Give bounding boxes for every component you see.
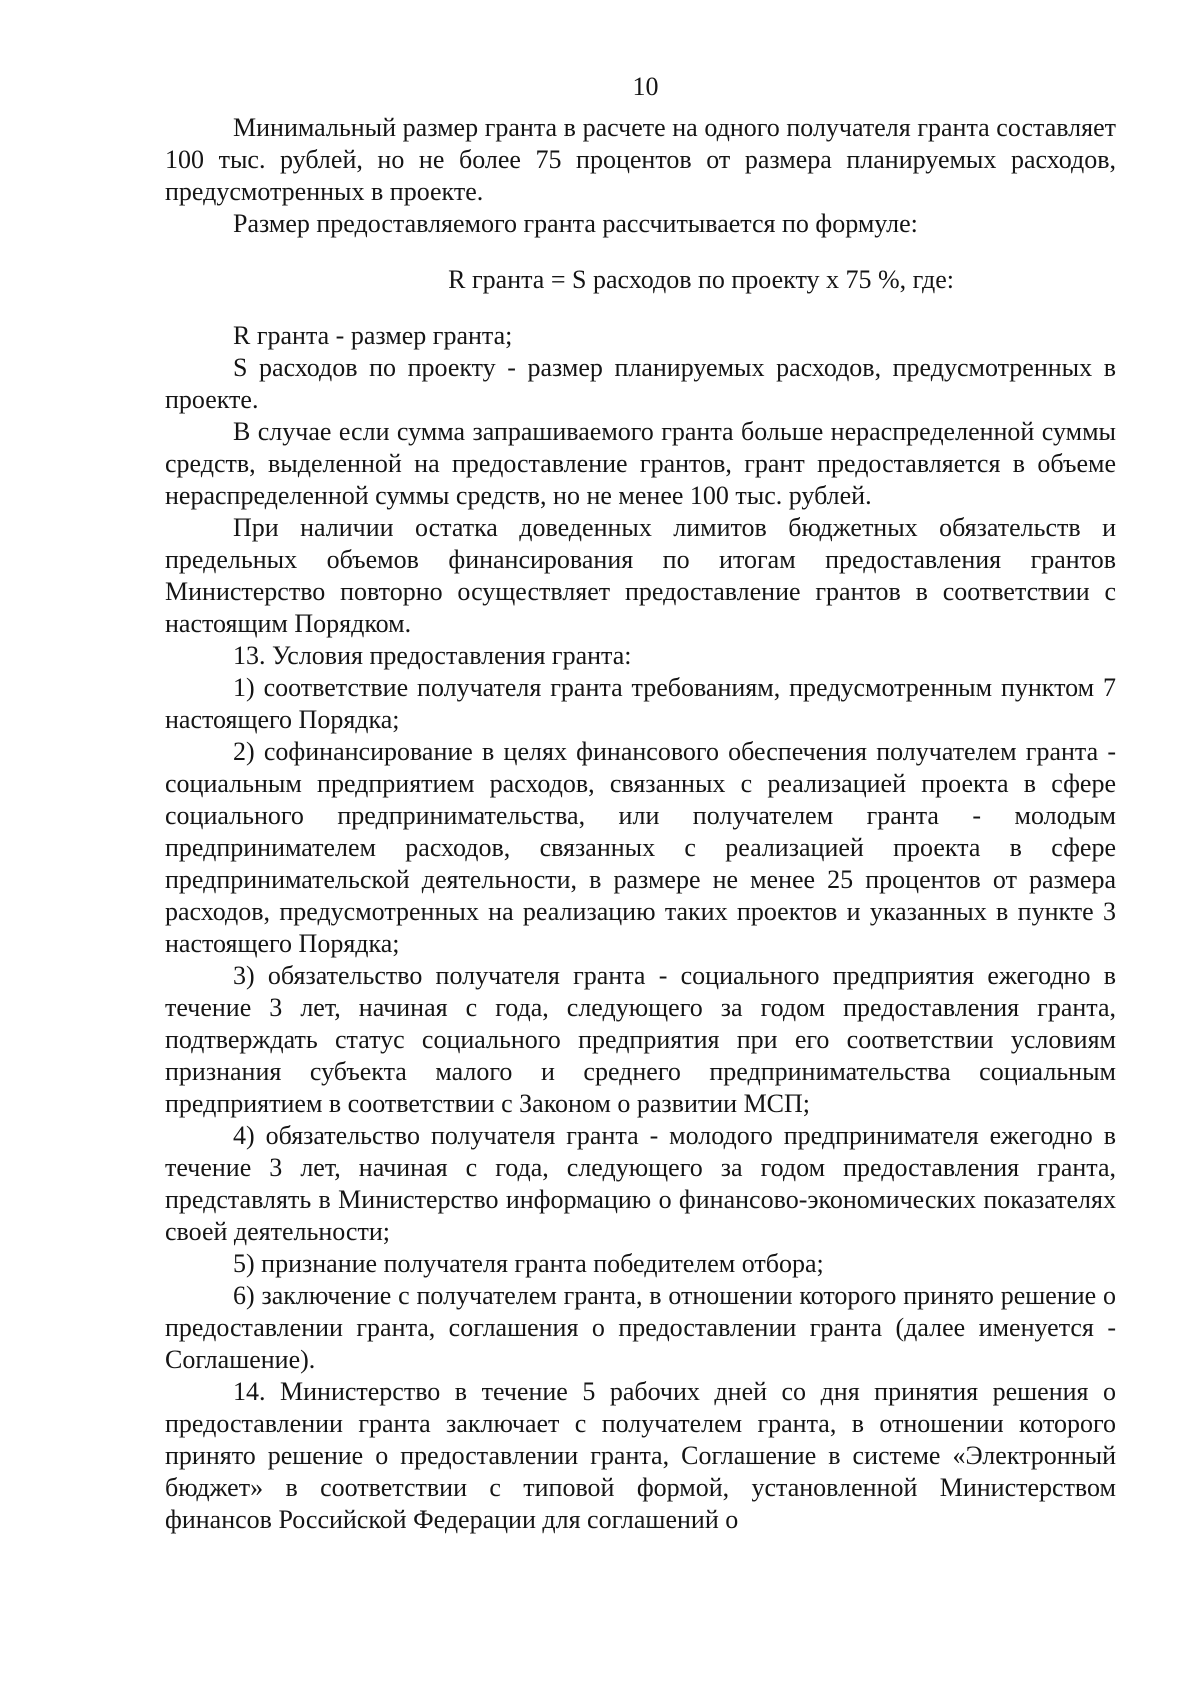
paragraph-formula-intro: Размер предоставляемого гранта рассчитывается по формуле: — [233, 209, 918, 238]
condition-2: 2) софинансирование в целях финансового обеспечения получателем гранта - социальным предприятием расходов, связанных с реализацией проекта в сфере социального предпринимательства, или получателем гранта - молодым предпринимателем расходов, связанных с реализацией проекта в сфере предпринимательской деятельности, в размере не менее 25 процентов от размера расходов, предусмотренных на реализацию таких проектов и указанных в пункте 3 настоящего Порядка; — [165, 737, 1116, 958]
section-14-paragraph: 14. Министерство в течение 5 рабочих дней со дня принятия решения о предоставлении гранта заключает с получателем гранта, в отношении которого принято решение о предоставлении гранта, Соглашение в системе «Электронный бюджет» в соответствии с типовой формой, установленной Министерством финансов Российской Федерации для соглашений о — [165, 1377, 1116, 1534]
condition-6: 6) заключение с получателем гранта, в отношении которого принято решение о предоставлении гранта, соглашения о предоставлении гранта (далее именуется - Соглашение). — [165, 1281, 1116, 1374]
condition-1: 1) соответствие получателя гранта требованиям, предусмотренным пунктом 7 настоящего Порядка; — [165, 673, 1116, 734]
condition-4: 4) обязательство получателя гранта - молодого предпринимателя ежегодно в течение 3 лет, начиная с года, следующего за годом предоставления гранта, представлять в Министерство информацию о финансово-экономических показателях своей деятельности; — [165, 1121, 1116, 1246]
paragraph-undistributed-amount: В случае если сумма запрашиваемого гранта больше нераспределенной суммы средств, выделенной на предоставление грантов, грант предоставляется в объеме нераспределенной суммы средств, но не менее 100 тыс. рублей. — [165, 417, 1116, 510]
condition-3: 3) обязательство получателя гранта - социального предприятия ежегодно в течение 3 лет, начиная с года, следующего за годом предоставления гранта, подтверждать статус социального предприятия при его соответствии условиям признания субъекта малого и среднего предпринимательства социальным предприятием в соответствии с Законом о развитии МСП; — [165, 961, 1116, 1118]
page-number: 10 — [632, 72, 659, 101]
condition-5: 5) признание получателя гранта победителем отбора; — [233, 1249, 824, 1278]
section-13-heading: 13. Условия предоставления гранта: — [233, 641, 632, 670]
paragraph-r-definition: R гранта - размер гранта; — [233, 321, 513, 350]
grant-formula: R гранта = S расходов по проекту х 75 %, где: — [448, 265, 954, 294]
paragraph-min-grant: Минимальный размер гранта в расчете на одного получателя гранта составляет 100 тыс. рублей, но не более 75 процентов от размера планируемых расходов, предусмотренных в проекте. — [165, 113, 1116, 206]
paragraph-remaining-limits: При наличии остатка доведенных лимитов бюджетных обязательств и предельных объемов финансирования по итогам предоставления грантов Министерство повторно осуществляет предоставление грантов в соответствии с настоящим Порядком. — [165, 513, 1116, 638]
paragraph-s-definition: S расходов по проекту - размер планируемых расходов, предусмотренных в проекте. — [165, 353, 1116, 414]
